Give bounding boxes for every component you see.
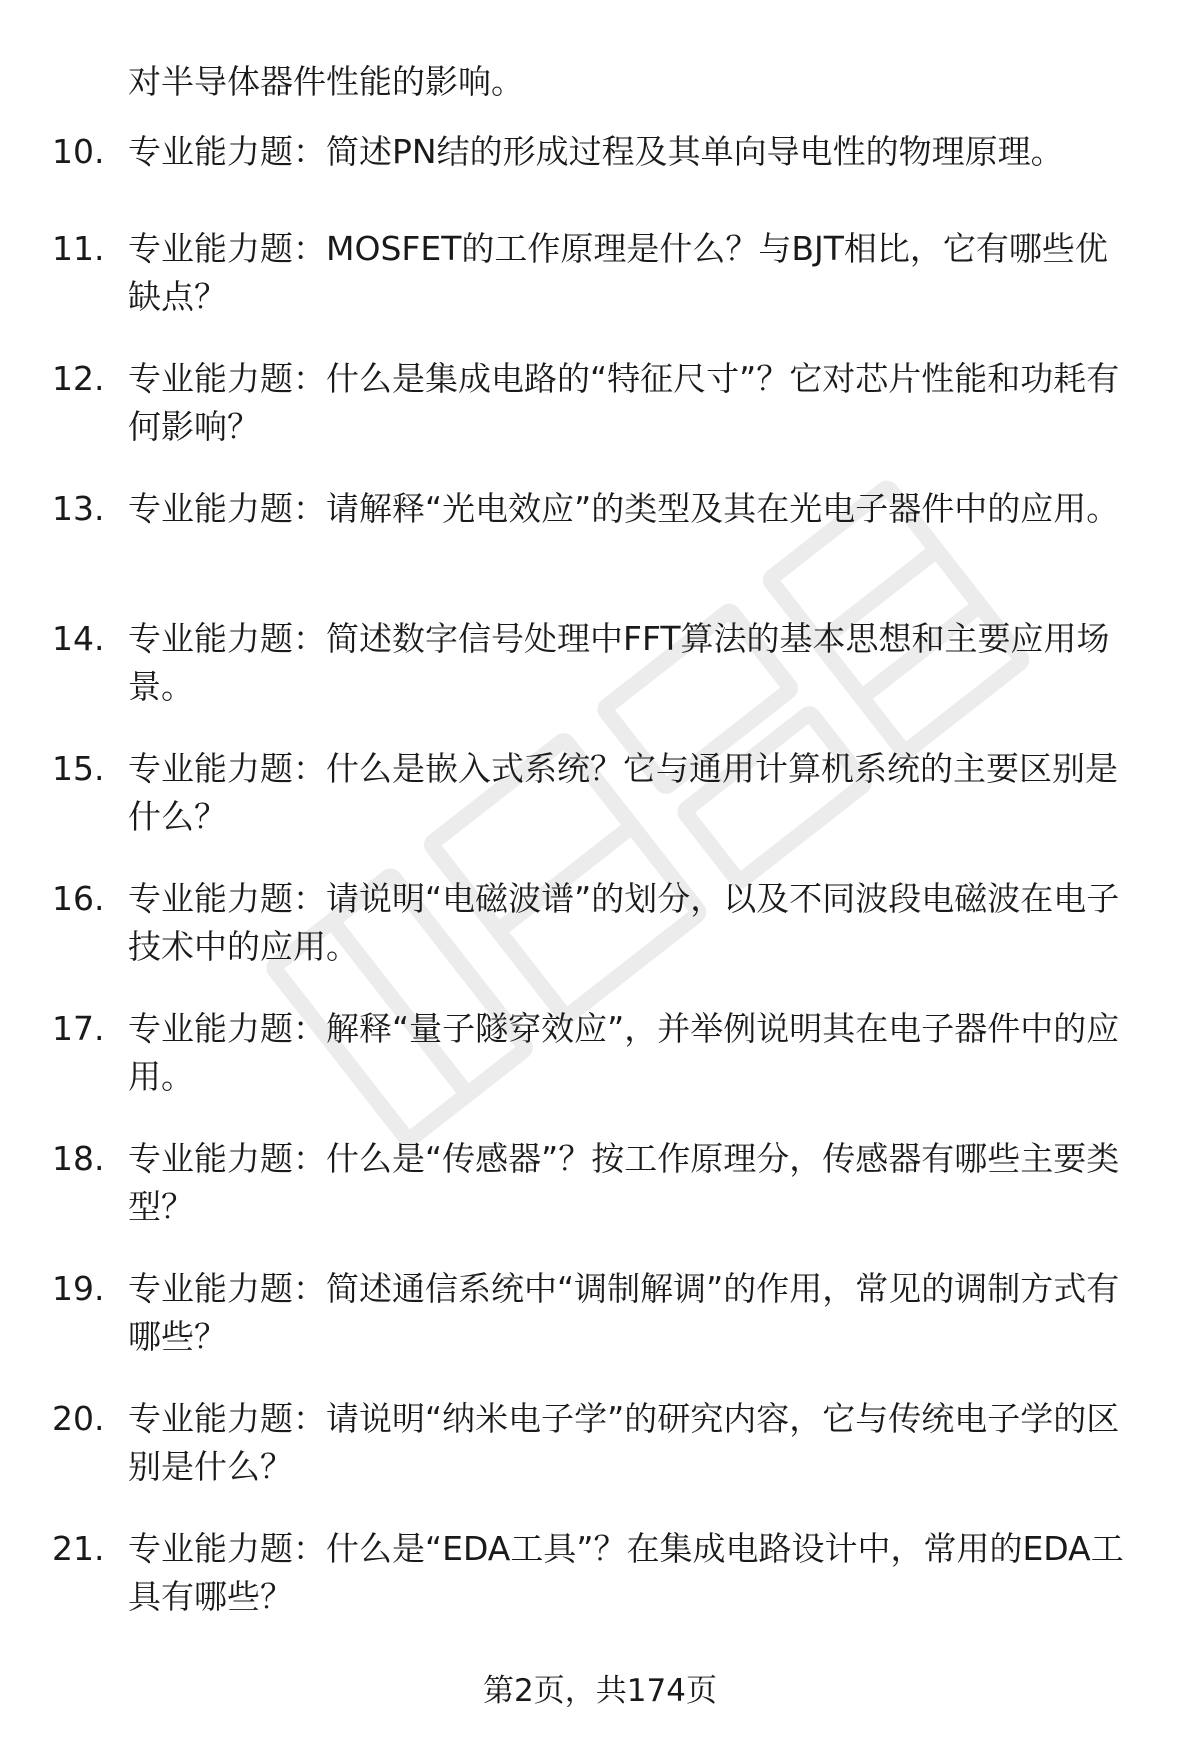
question-text: 专业能力题：简述数字信号处理中FFT算法的基本思想和主要应用场景。: [128, 619, 1110, 706]
question-number: 17.: [52, 1009, 105, 1048]
question-number: 15.: [52, 749, 105, 788]
question-text: 专业能力题：MOSFET的工作原理是什么？与BJT相比，它有哪些优缺点？: [128, 229, 1108, 316]
question-number: 10.: [52, 132, 105, 171]
question-number: 20.: [52, 1399, 105, 1438]
page-footer: 第2页，共174页: [483, 1673, 717, 1709]
question-text: 专业能力题：请说明“电磁波谱”的划分，以及不同波段电磁波在电子技术中的应用。: [128, 879, 1120, 966]
question-text: 专业能力题：解释“量子隧穿效应”，并举例说明其在电子器件中的应用。: [128, 1009, 1120, 1096]
question-number: 11.: [52, 229, 105, 268]
question-number: 14.: [52, 619, 105, 658]
question-text: 专业能力题：简述通信系统中“调制解调”的作用，常见的调制方式有哪些？: [128, 1269, 1120, 1356]
question-text: 专业能力题：简述PN结的形成过程及其单向导电性的物理原理。: [128, 132, 1064, 171]
question-text: 专业能力题：什么是“EDA工具”？在集成电路设计中，常用的EDA工具有哪些？: [128, 1529, 1124, 1616]
question-number: 16.: [52, 879, 105, 918]
question-number: 12.: [52, 359, 105, 398]
continuation-text: 对半导体器件性能的影响。: [128, 62, 524, 101]
question-number: 13.: [52, 489, 105, 528]
question-text: 专业能力题：请说明“纳米电子学”的研究内容，它与传统电子学的区别是什么？: [128, 1399, 1120, 1486]
question-text: 专业能力题：请解释“光电效应”的类型及其在光电子器件中的应用。: [128, 489, 1120, 528]
question-number: 18.: [52, 1139, 105, 1178]
question-number: 19.: [52, 1269, 105, 1308]
question-text: 专业能力题：什么是嵌入式系统？它与通用计算机系统的主要区别是什么？: [128, 749, 1118, 836]
question-number: 21.: [52, 1529, 105, 1568]
question-text: 专业能力题：什么是集成电路的“特征尺寸”？它对芯片性能和功耗有何影响？: [128, 359, 1120, 446]
question-text: 专业能力题：什么是“传感器”？按工作原理分，传感器有哪些主要类型？: [128, 1139, 1120, 1226]
